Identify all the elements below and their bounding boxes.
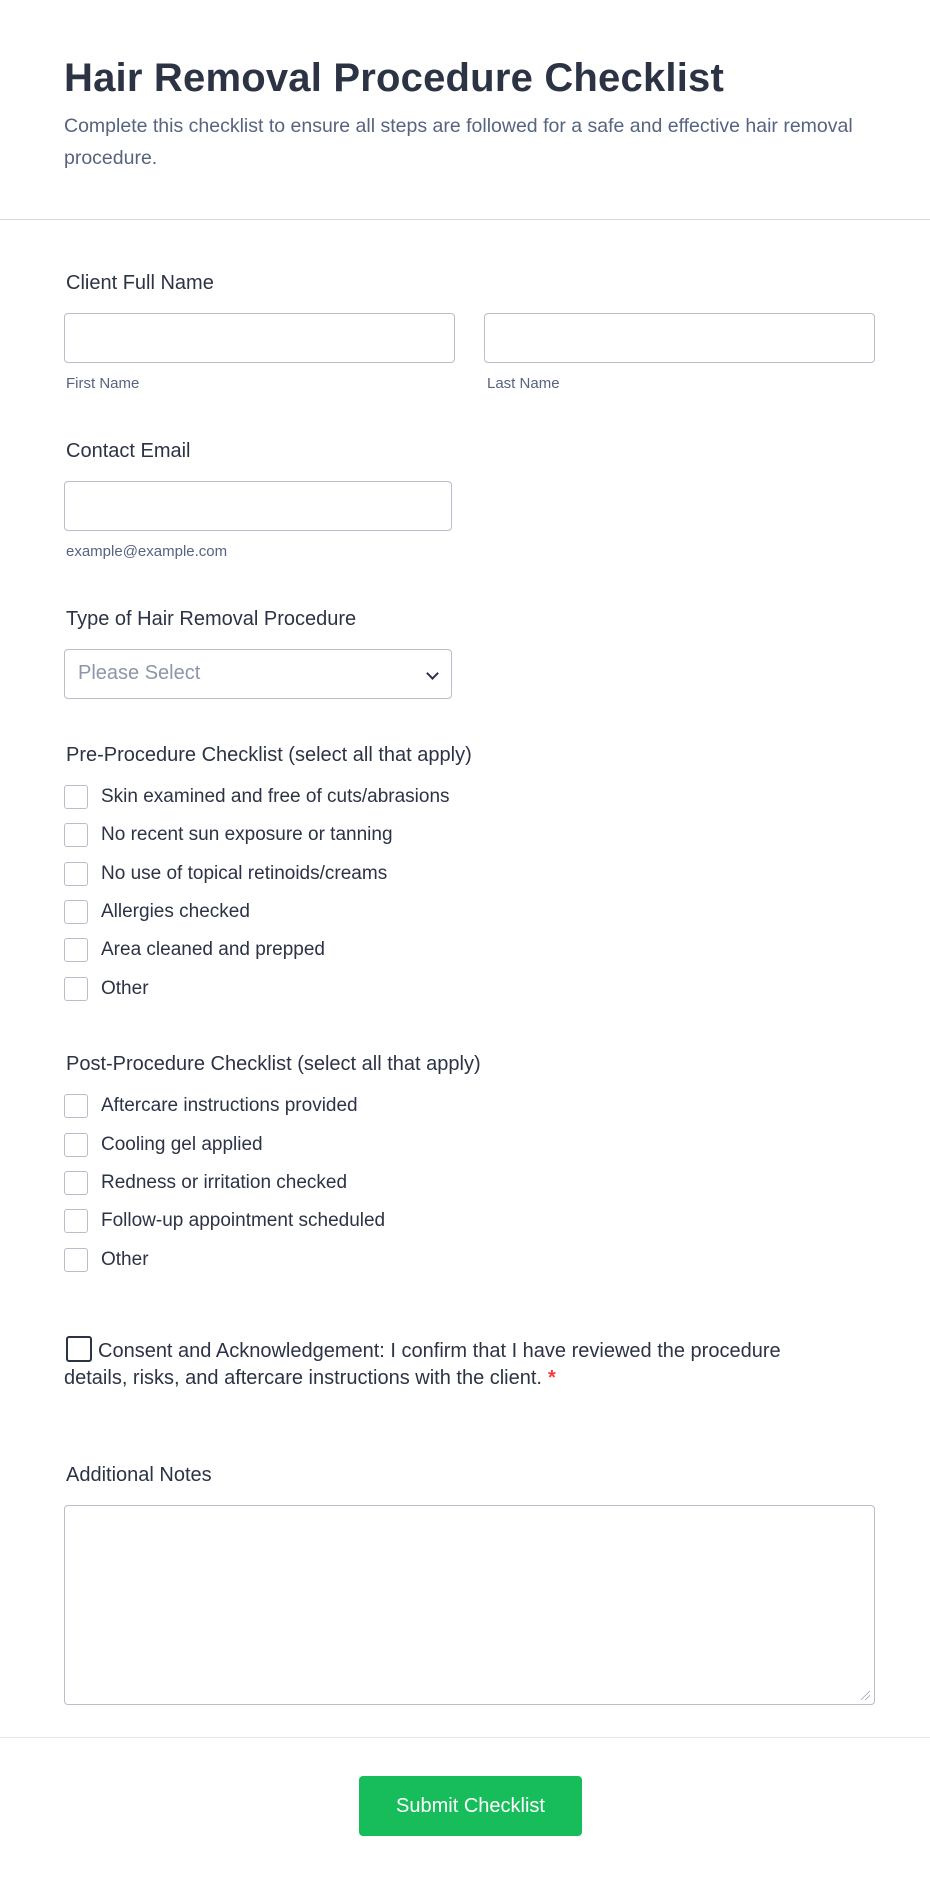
pre-checklist-item[interactable] [64,899,250,925]
checkbox-label: Follow-up appointment scheduled [101,1210,386,1231]
checkbox[interactable] [64,977,88,1001]
email-sublabel: example@example.com [66,543,228,560]
pre-checklist-label: Pre-Procedure Checklist (select all that apply) [66,744,472,766]
checkbox-label: No use of topical retinoids/creams [101,863,388,884]
checkbox[interactable] [64,785,88,809]
notes-label: Additional Notes [66,1464,212,1486]
checkbox[interactable] [64,1094,88,1118]
page-title: Hair Removal Procedure Checklist [64,56,724,100]
consent-checkbox[interactable] [66,1336,92,1362]
form-header [0,0,930,220]
checkbox[interactable] [64,1209,88,1233]
chevron-down-icon [426,667,439,680]
checkbox[interactable] [64,1133,88,1157]
notes-textarea[interactable] [64,1505,875,1705]
checkbox-label: Other [101,1249,149,1270]
pre-checklist-item[interactable] [64,861,387,887]
first-name-input[interactable] [64,313,455,363]
pre-checklist-item[interactable] [64,937,325,963]
procedure-type-selected: Please Select [78,662,201,684]
checkbox[interactable] [64,823,88,847]
post-checklist-item[interactable] [64,1093,358,1119]
resize-grip-icon[interactable] [861,1691,870,1700]
checkbox[interactable] [64,938,88,962]
pre-checklist-item[interactable] [64,822,393,848]
checkbox[interactable] [64,1248,88,1272]
checkbox[interactable] [64,900,88,924]
post-checklist-item[interactable] [64,1132,263,1158]
consent-text: Consent and Acknowledgement: I confirm that I have reviewed the procedure details, risks, and aftercare instructions with the client. [64,1340,781,1389]
submit-button[interactable]: Submit Checklist [359,1776,582,1836]
procedure-type-select[interactable] [64,649,452,699]
pre-checklist-item[interactable] [64,976,149,1002]
checkbox-label: No recent sun exposure or tanning [101,824,393,845]
checkbox[interactable] [64,862,88,886]
post-checklist-item[interactable] [64,1170,347,1196]
email-label: Contact Email [66,440,191,462]
required-mark: * [548,1367,556,1389]
checkbox-label: Skin examined and free of cuts/abrasions [101,786,450,807]
last-name-input[interactable] [484,313,875,363]
last-name-sublabel: Last Name [487,375,560,392]
procedure-type-label: Type of Hair Removal Procedure [66,608,357,630]
checkbox-label: Aftercare instructions provided [101,1095,358,1116]
pre-checklist-item[interactable] [64,784,450,810]
client-name-label: Client Full Name [66,272,214,294]
page-description: Complete this checklist to ensure all steps are followed for a safe and effective hair removal procedure. [64,115,853,169]
post-checklist-label: Post-Procedure Checklist (select all that apply) [66,1053,481,1075]
checkbox-label: Other [101,978,149,999]
form-footer [0,1738,930,1884]
checkbox-label: Cooling gel applied [101,1134,263,1155]
email-input[interactable] [64,481,452,531]
first-name-sublabel: First Name [66,375,140,392]
post-checklist-item[interactable] [64,1208,385,1234]
post-checklist-item[interactable] [64,1247,149,1273]
checkbox-label: Area cleaned and prepped [101,939,325,960]
checkbox-label: Redness or irritation checked [101,1172,348,1193]
checkbox-label: Allergies checked [101,901,250,922]
form-body [0,220,930,1738]
consent-field[interactable] [64,1336,784,1392]
checkbox[interactable] [64,1171,88,1195]
